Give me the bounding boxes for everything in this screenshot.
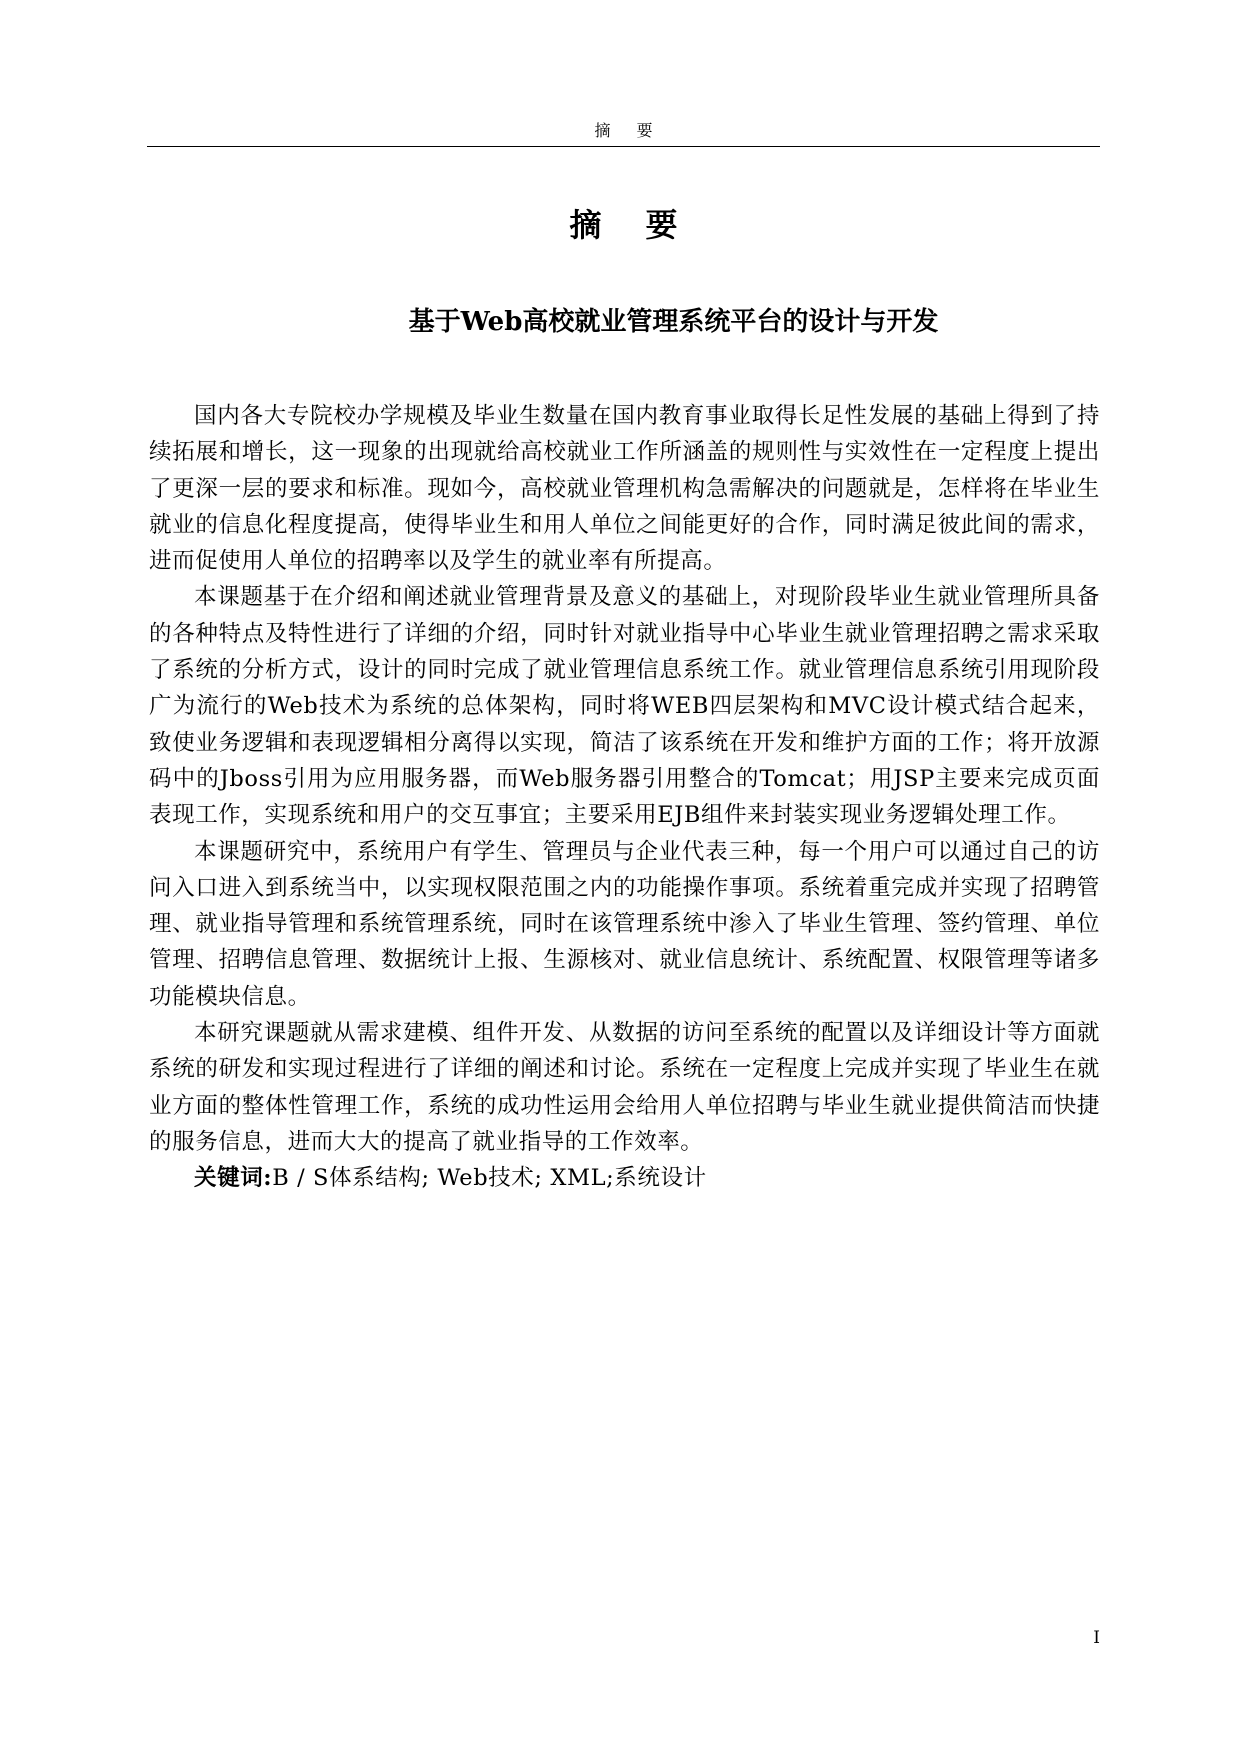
page-title: 摘要 [569,206,722,244]
keywords-line [149,1160,1100,1196]
page-number: I [1093,1628,1100,1648]
abstract-paragraph-1: 国内各大专院校办学规模及毕业生数量在国内教育事业取得长足性发展的基础上得到了持续拓展和增长，这一现象的出现就给高校就业工作所涵盖的规则性与实效性在一定程度上提出了更深一层的要求和标准。现如今，高校就业管理机构急需解决的问题就是，怎样将在毕业生就业的信息化程度提高，使得毕业生和用人单位之间能更好的合作，同时满足彼此间的需求，进而促使用人单位的招聘率以及学生的就业率有所提高。 [149,403,1100,575]
running-header: 摘要 [594,121,679,140]
keywords-label: 关键词: [194,1165,273,1192]
header-rule [147,146,1100,147]
paper-title: 基于Web高校就业管理系统平台的设计与开发 [408,307,939,337]
abstract-paragraph-3: 本课题研究中，系统用户有学生、管理员与企业代表三种，每一个用户可以通过自己的访问入口进入到系统当中，以实现权限范围之内的功能操作事项。系统着重完成并实现了招聘管理、就业指导管理和系统管理系统，同时在该管理系统中渗入了毕业生管理、签约管理、单位管理、招聘信息管理、数据统计上报、生源核对、就业信息统计、系统配置、权限管理等诸多功能模块信息。 [149,838,1100,1010]
abstract-body [149,398,1100,1197]
keywords-text: B / S体系结构; Web技术; XML;系统设计 [272,1165,707,1192]
abstract-paragraph-4: 本研究课题就从需求建模、组件开发、从数据的访问至系统的配置以及详细设计等方面就系统的研发和实现过程进行了详细的阐述和讨论。系统在一定程度上完成并实现了毕业生在就业方面的整体性管理工作，系统的成功性运用会给用人单位招聘与毕业生就业提供简洁而快捷的服务信息，进而大大的提高了就业指导的工作效率。 [149,1020,1100,1155]
abstract-paragraph-2: 本课题基于在介绍和阐述就业管理背景及意义的基础上，对现阶段毕业生就业管理所具备的各种特点及特性进行了详细的介绍，同时针对就业指导中心毕业生就业管理招聘之需求采取了系统的分析方式，设计的同时完成了就业管理信息系统工作。就业管理信息系统引用现阶段广为流行的Web技术为系统的总体架构，同时将WEB四层架构和MVC设计模式结合起来，致使业务逻辑和表现逻辑相分离得以实现，简洁了该系统在开发和维护方面的工作；将开放源码中的Jboss引用为应用服务器，而Web服务器引用整合的Tomcat；用JSP主要来完成页面表现工作，实现系统和用户的交互事宜；主要采用EJB组件来封装实现业务逻辑处理工作。 [149,584,1100,829]
